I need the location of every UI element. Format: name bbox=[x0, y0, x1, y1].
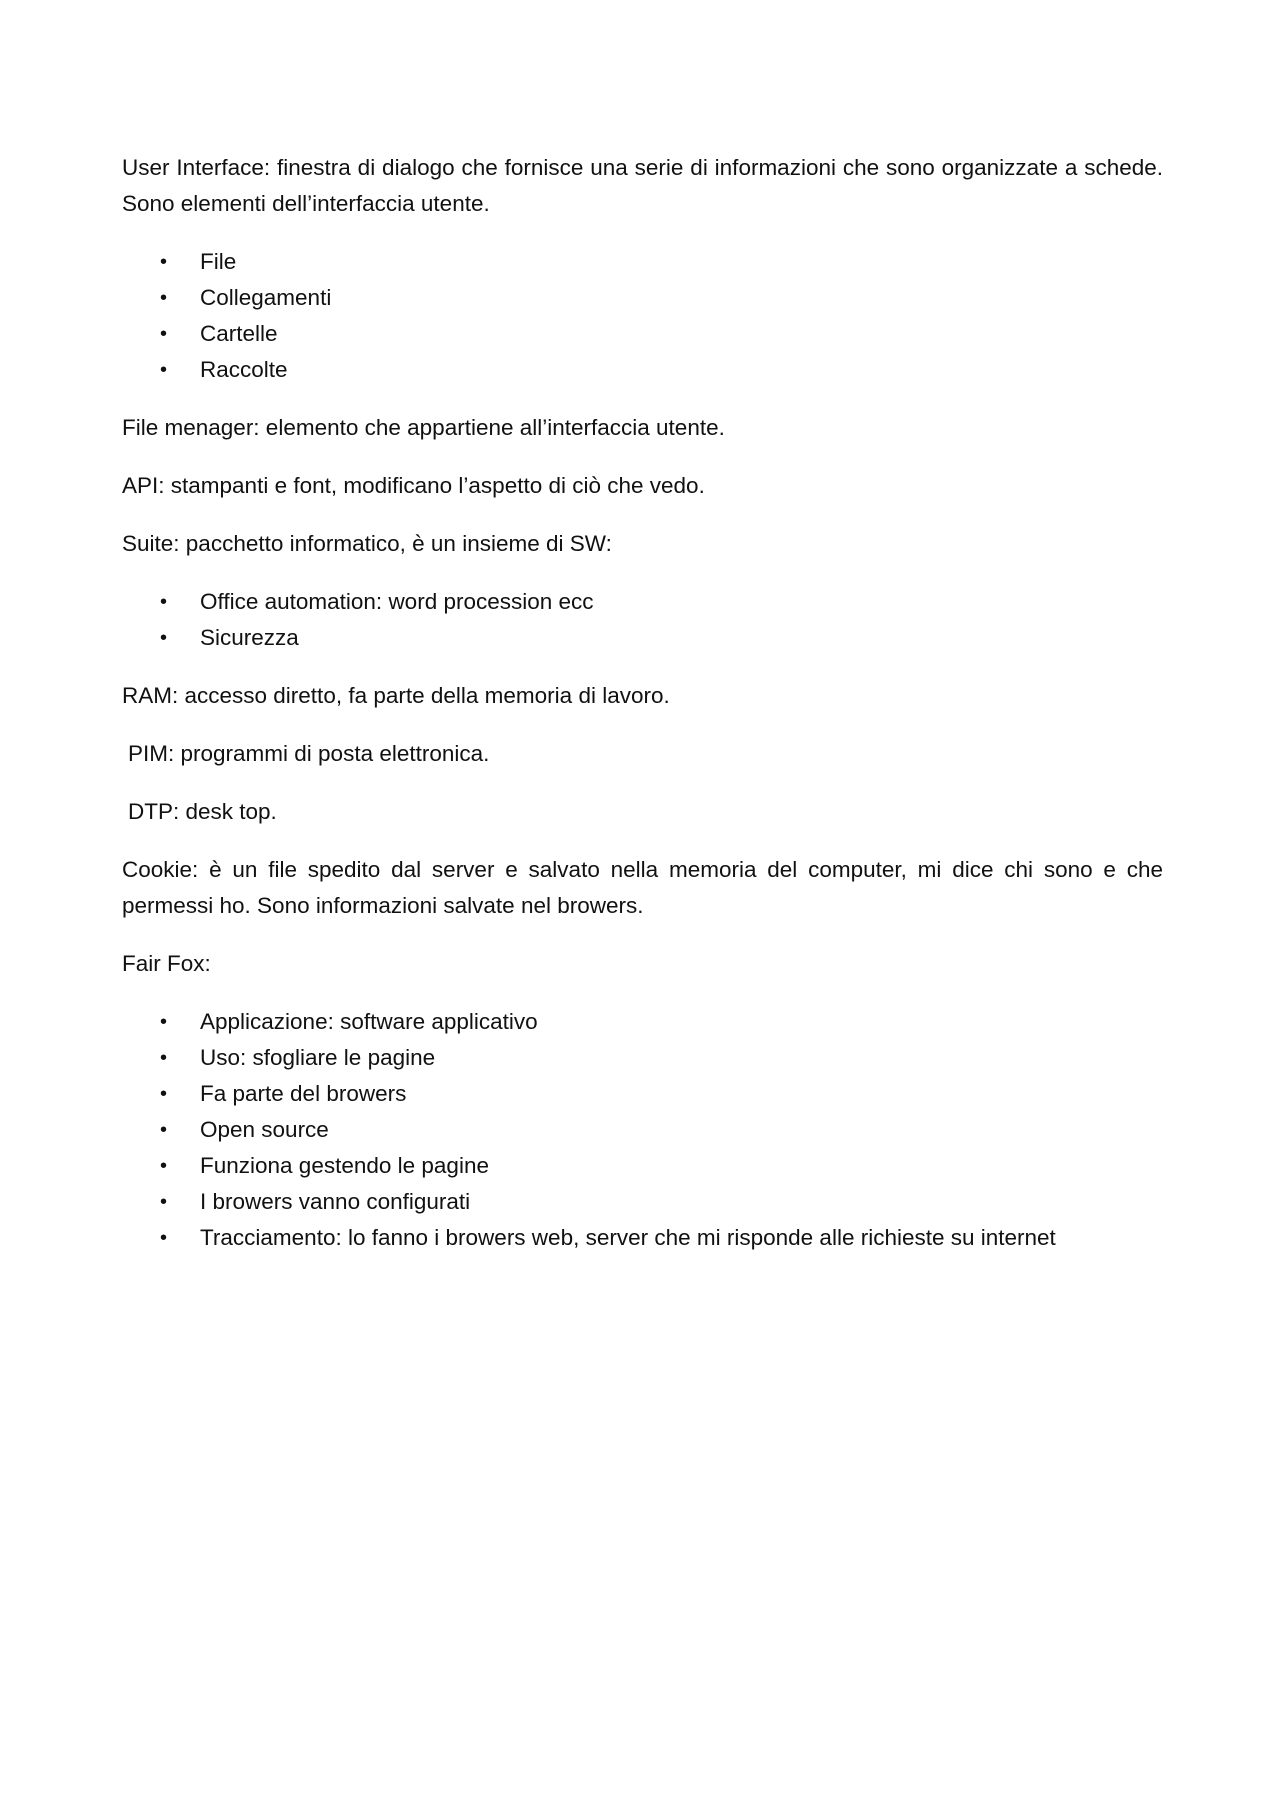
list-item-text: Open source bbox=[200, 1117, 329, 1142]
list-item bbox=[122, 1184, 1163, 1220]
list-item-text: Cartelle bbox=[200, 321, 278, 346]
list-item-text: Uso: sfogliare le pagine bbox=[200, 1045, 436, 1070]
bullet-list-fair-fox bbox=[122, 1004, 1163, 1256]
list-item-text: Collegamenti bbox=[200, 285, 332, 310]
bullet-icon: • bbox=[160, 1011, 168, 1033]
paragraph-user-interface: User Interface: finestra di dialogo che fornisce una serie di informazioni che sono organizzate a schede. Sono elementi dell’interfaccia utente. bbox=[122, 155, 1163, 216]
list-item bbox=[122, 280, 1163, 316]
list-item bbox=[122, 352, 1163, 388]
bullet-list-suite bbox=[122, 584, 1163, 656]
bullet-icon: • bbox=[160, 251, 168, 273]
list-item bbox=[122, 1220, 1163, 1256]
paragraph-cookie: Cookie: è un file spedito dal server e salvato nella memoria del computer, mi dice chi sono e che permessi ho. Sono informazioni salvate nel browers. bbox=[122, 857, 1163, 918]
list-item bbox=[122, 620, 1163, 656]
list-item bbox=[122, 584, 1163, 620]
list-item bbox=[122, 244, 1163, 280]
list-item-text: Funziona gestendo le pagine bbox=[200, 1153, 489, 1178]
paragraph-fair-fox: Fair Fox: bbox=[122, 951, 211, 976]
list-item bbox=[122, 1040, 1163, 1076]
list-item-text: Raccolte bbox=[200, 357, 288, 382]
bullet-icon: • bbox=[160, 1119, 168, 1141]
list-item-text: Office automation: word procession ecc bbox=[200, 589, 594, 614]
list-item-text: Sicurezza bbox=[200, 625, 299, 650]
bullet-icon: • bbox=[160, 323, 168, 345]
paragraph-api: API: stampanti e font, modificano l’aspetto di ciò che vedo. bbox=[122, 473, 705, 498]
list-item bbox=[122, 316, 1163, 352]
list-item bbox=[122, 1004, 1163, 1040]
list-item bbox=[122, 1148, 1163, 1184]
bullet-icon: • bbox=[160, 1191, 168, 1213]
list-item-text: File bbox=[200, 249, 237, 274]
paragraph-file-manager: File menager: elemento che appartiene all’interfaccia utente. bbox=[122, 415, 725, 440]
bullet-list-ui-elements bbox=[122, 244, 1163, 388]
bullet-icon: • bbox=[160, 591, 168, 613]
paragraph-ram: RAM: accesso diretto, fa parte della memoria di lavoro. bbox=[122, 683, 670, 708]
paragraph-suite: Suite: pacchetto informatico, è un insieme di SW: bbox=[122, 531, 612, 556]
bullet-icon: • bbox=[160, 1083, 168, 1105]
bullet-icon: • bbox=[160, 1155, 168, 1177]
list-item bbox=[122, 1076, 1163, 1112]
bullet-icon: • bbox=[160, 359, 168, 381]
list-item-text: I browers vanno configurati bbox=[200, 1189, 471, 1214]
list-item bbox=[122, 1112, 1163, 1148]
paragraph-pim: PIM: programmi di posta elettronica. bbox=[128, 741, 490, 766]
bullet-icon: • bbox=[160, 627, 168, 649]
list-item-text: Tracciamento: lo fanno i browers web, server che mi risponde alle richieste su internet bbox=[200, 1225, 1056, 1250]
document-page bbox=[122, 150, 1163, 1278]
list-item-text: Fa parte del browers bbox=[200, 1081, 407, 1106]
list-item-text: Applicazione: software applicativo bbox=[200, 1009, 538, 1034]
bullet-icon: • bbox=[160, 1047, 168, 1069]
bullet-icon: • bbox=[160, 287, 168, 309]
bullet-icon: • bbox=[160, 1227, 168, 1249]
paragraph-dtp: DTP: desk top. bbox=[128, 799, 277, 824]
